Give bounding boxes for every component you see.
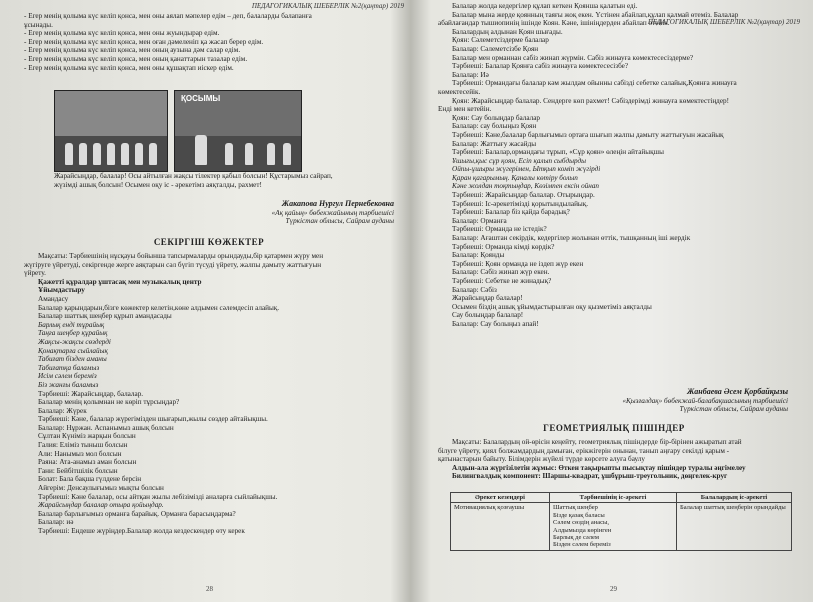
text-line: Балалар: Жүрек bbox=[38, 406, 87, 415]
right-page-header: ПЕДАГОГИКАЛЫҚ ШЕБЕРЛІК №2(қаңтар) 2019 bbox=[647, 18, 800, 26]
text-line: Тәрбиеші: Жарайсыңдар балалар. Отырыңдар. bbox=[452, 191, 595, 200]
text-line: Тәрбиеші: Қоян орманда не іздеп жүр екен bbox=[452, 259, 584, 268]
table-cell-teacher bbox=[550, 503, 677, 550]
text-line: Мақсаты: Балалардың ой-өрісін кеңейту, геометриялық пішіндерде бір-бірінен ажыратып атай bbox=[452, 438, 742, 446]
right-page bbox=[428, 0, 800, 602]
left-top-text bbox=[24, 12, 404, 72]
text-line: - Егер менің қолыма күс келіп қонса, мен оны жуындырар едім. bbox=[24, 29, 220, 38]
author-place: Түркістан облысы, Сайрам ауданы bbox=[285, 217, 394, 226]
text-line: Қажетті құралдар ұштасақ мен музыкалық центр bbox=[38, 277, 202, 286]
text-line: Жарайсыңдар балалар отыра қойыңдар. bbox=[38, 501, 164, 510]
text-line: Тәрбиеші: Ормандағы балалар кәм жылдам ойынны сабізді себетке салайық,Қоянға жинауға bbox=[452, 79, 737, 88]
text-line: Али: Нанымыз мол болсын bbox=[38, 449, 122, 458]
text-line: Балалар: сау болыңыз Қоян bbox=[452, 122, 537, 131]
text-line: Кәне жолдан тоқтыңдар, Көзімпен ексін ойнап bbox=[452, 182, 600, 191]
author-role: «Ақ қайың» бөбекжайының тәрбиешісі bbox=[271, 208, 394, 217]
text-line: Тәрбиеші: Балалар біз қайда барадық? bbox=[452, 208, 570, 217]
text-line: Ойпы-ұшыры жүгерімен, Ытқып коміп жүгірді bbox=[452, 165, 601, 174]
table-header-stage: Әрекет кезеңдері bbox=[451, 493, 550, 503]
text-line: абайлағандар тышиопинің ішінде Коян. Кәне, ішініңдерден абайлап өтейік. bbox=[438, 19, 670, 28]
section-title-left: СЕКІРГІШ КӨЖЕКТЕР bbox=[153, 237, 265, 247]
text-line: Табиғатқа баламыз bbox=[38, 363, 100, 372]
text-line: Енді мен кетейін. bbox=[438, 105, 492, 114]
text-line: Балалар барлығымыз орманға барайық. Орманға барасыңдарма? bbox=[38, 509, 236, 518]
text-line: Тәрбиеші: Жарайсыңдар, балалар. bbox=[38, 389, 144, 398]
text-line: Тәрбиеші: Кәне,балалар барлығымыз ортаға шығып жалпы дамыту жаттығуын жасайық bbox=[452, 130, 724, 139]
text-line: Барлық енді тұрайық bbox=[38, 320, 105, 329]
table-header-children: Балалардың іс-әрекеті bbox=[677, 493, 792, 503]
text-line: Балалар: Сәбіз жинап жүр екен. bbox=[452, 268, 550, 277]
text-line: Осымен біздің ашық ұйымдастырылған оқу қызметіміз аяқталды bbox=[452, 302, 652, 311]
right-body-text bbox=[438, 2, 800, 329]
text-line: Таңға шеңбер құрайық bbox=[38, 329, 108, 338]
author-name: Жакапова Нургул Пернебековна bbox=[281, 199, 394, 208]
text-line: ұсынады. bbox=[24, 20, 53, 29]
text-line: Гани: Бейбітшілік болсын bbox=[38, 466, 118, 475]
text-line: Билингвалдық компонент: Шаршы-квадрат, ұшбұрыш-треугольник, дөңгелек-круг bbox=[452, 472, 728, 481]
text-line: Балалар: Иә bbox=[452, 70, 489, 79]
table-header-teacher: Тәрбиешінің іс-әрекеті bbox=[550, 493, 677, 503]
text-line: Тәрбиеші: Ендеше жүріңдер.Балалар жолда кездескендер өту керек bbox=[38, 527, 245, 535]
teacher-line: Алдымызда көрінген bbox=[553, 526, 612, 534]
text-line: Балалар: иә bbox=[38, 518, 74, 527]
text-line: Қоян: Сау болыңдар балалар bbox=[452, 113, 540, 122]
right-body2-text bbox=[438, 438, 800, 481]
photo-children-row bbox=[54, 90, 168, 172]
text-line: Балалар: Жаттығу жасайды bbox=[452, 139, 537, 148]
text-line: Балалардың алдынан Қоян шығады. bbox=[452, 27, 563, 36]
text-line: Қонақтарға сыйлайық bbox=[38, 346, 108, 355]
text-line: Болат: Бала бақша гүлдене берсін bbox=[38, 475, 142, 484]
photo-teacher-with-children bbox=[174, 90, 302, 172]
text-line: Тәрбиеші: Кәне, балалар жүрегімізден шығарып,жылы сөздер айтайықшы. bbox=[38, 415, 268, 424]
text-line: Галия: Еліміз тыныш болсын bbox=[38, 441, 128, 450]
table-row bbox=[451, 503, 792, 550]
text-line: жүгіруге үйретуді, секіргенде жерге аяқтарын сәл бүгіп түсуді үйрету, жалпы дамыту жаттығуын bbox=[24, 260, 322, 269]
text-line: көмектесейік. bbox=[438, 87, 481, 96]
author-signature-2 bbox=[568, 388, 788, 414]
text-line: Тәрбиеші: Орманда не істедік? bbox=[452, 225, 547, 234]
text-line: білуге үйрету, қиял болжамдардың дамыған, ерікжігерін онынан, танып аңғару секілді қарым - bbox=[438, 446, 730, 455]
text-line: - Егер менің қолыма күс келіп қонса, мен оған дәмеленіп қа жасап берер едім. bbox=[24, 37, 264, 46]
text-line: Балалар қарындарын,бізге көжектер келетін,көне алдымен сәлемдесіп алайық. bbox=[38, 303, 280, 312]
text-line: Ұшығы,қыс сұр қоян, Есіп қалып сыбдырды bbox=[452, 156, 587, 165]
text-line: Мақсаты: Тәрбиешінің нұсқауы бойынша тапсырмаларды орындауды,бір қатармен жүру мен bbox=[38, 252, 324, 260]
text-line: - Егер менің қолыма күс келіп қонса, мен оны құшақтап иіскер едім. bbox=[24, 63, 234, 72]
text-line: Тәрбиеші: Іс-әрекетімізді қорытындылайық. bbox=[452, 199, 589, 208]
text-line: Сұлтан Күніміз жарқын болсын bbox=[38, 432, 136, 441]
text-line: Балалар мына жерде қоянның таяғы жоқ екен. Үстінен абайлап,құлап қалмай өтеміз. Балалар bbox=[452, 10, 739, 19]
text-line: Біз жанғы баламыз bbox=[38, 380, 99, 389]
photo-banner-text: ҚОСЫМЫ bbox=[181, 94, 221, 103]
table-cell-children: Балалар шаттық шеңберін орындайды bbox=[677, 503, 792, 550]
section-title-right: ГЕОМЕТРИЯЛЫҚ ПІШІНДЕР bbox=[543, 423, 685, 433]
teacher-line: Шаттық шеңбер bbox=[553, 504, 598, 512]
text-line: Қоян: Жарайсыңдар балалар. Сендерге көп рахмет! Сәбіздерімді жинауға көмектестіңдер! bbox=[452, 96, 730, 105]
text-line: Тәрбиеші: Орманда кімді көрдік? bbox=[452, 242, 555, 251]
text-line: Тәрбиеші: Балалар Қоянға сабіз жинауға көмектесесізбе? bbox=[452, 62, 629, 71]
text-line: Балалар менің қолымнан не көріп тұрсыңдар? bbox=[38, 398, 180, 407]
left-page-header: ПЕДАГОГИКАЛЫҚ ШЕБЕРЛІК №2(қаңтар) 2019 bbox=[251, 2, 404, 10]
text-line: Айгерім: Денсаулығымыз мықты болсын bbox=[38, 484, 164, 493]
text-line: Жарайсыңдар балалар! bbox=[452, 294, 523, 303]
photo-caption bbox=[54, 172, 334, 189]
teacher-line: Бізде қазақ баласы bbox=[553, 511, 605, 519]
text-line: Балалар мен орманнан сабіз жинап жүрмін. Сабіз жинауға көмектесесіздерме? bbox=[452, 53, 694, 62]
left-body-text bbox=[24, 252, 404, 536]
left-page bbox=[14, 0, 404, 602]
text-line: Балалар: Қоянды bbox=[452, 251, 505, 260]
text-line: Балалар: Нұржан. Аспанымыз ашық болсын bbox=[38, 423, 174, 432]
text-line: Раяна: Ата-анамыз аман болсын bbox=[38, 458, 137, 467]
text-line: - Егер менің қолыма күс келіп қонса, мен оның қанаттарын тазалар едім. bbox=[24, 54, 248, 63]
teacher-line: Сәлем сөздің анасы, bbox=[553, 519, 610, 527]
teacher-line: Бізден сәлем береміз bbox=[553, 541, 611, 549]
text-line: Қоян: Сәлеметсіздерме балалар bbox=[452, 36, 549, 45]
text-line: Балалар жолда кедергілер құлап кеткен Қоянша қалатын еді. bbox=[452, 2, 638, 10]
text-line: Ұйымдастыру bbox=[38, 286, 85, 295]
text-line: Тәрбиеші: Кәне балалар, осы айтқан жылы лебізімізді аналарға сыйлайықшы. bbox=[38, 492, 278, 501]
text-line: Жақсы-жақсы сөздерді bbox=[38, 337, 111, 346]
text-line: - Егер менің қолыма күс келіп қонса, мен оның аузына дәм салар едім. bbox=[24, 46, 241, 55]
activity-table bbox=[450, 492, 792, 551]
teacher-line: Барлық де сәлем bbox=[553, 534, 600, 542]
text-line: Исім сәлем береміз bbox=[38, 372, 97, 381]
author-signature-1 bbox=[174, 200, 394, 226]
text-line: жүзімді ашық болсын! Осымен оқу іс - әрекетімз аяқталды, рахмет! bbox=[54, 180, 262, 189]
text-line: Балалар шаттық шеңбер құрып амандасады bbox=[38, 312, 172, 321]
text-line: Тәрбиеші: Балалар,ормандағы тұрып, «Сұр қоян» өлеңін айтайықшы bbox=[452, 148, 664, 157]
text-line: Амандасу bbox=[38, 294, 69, 303]
text-line: Балалар: Сәлеметсізбе Қоян bbox=[452, 44, 539, 53]
author-name: Жанбаева Әсем Қорбайқызы bbox=[686, 387, 788, 396]
table-cell-stage: Мотивациялық қозғаушы bbox=[451, 503, 550, 550]
text-line: Тәрбиеші: Себетке не жинадық? bbox=[452, 277, 552, 285]
text-line: Балалар: Сау болыңыз апай! bbox=[452, 319, 539, 328]
text-line: Сау болыңдар балалар! bbox=[452, 311, 524, 320]
text-line: Алдын-ала жүргізілетін жұмыс: Өткен тақырыпты пысықтау пішіндер туралы әңгімелеу bbox=[452, 463, 746, 472]
text-line: Жарайсыңдар, балалар! Осы айтылған жақсы тілектер қабыл болсын! Құстарымыз сайрап, bbox=[54, 172, 333, 180]
page-number-right: 29 bbox=[610, 585, 617, 593]
text-line: Балалар: Орманға bbox=[452, 216, 507, 225]
text-line: Балалар: Сәбіз bbox=[452, 285, 497, 294]
page-number-left: 28 bbox=[206, 585, 213, 593]
text-line: Қаран қагарымың. Қаналы көтіру болып bbox=[452, 173, 578, 182]
text-line: қатынастарын байыту. Білімдерін жүйелі түрде көрсете алуға баулу bbox=[438, 455, 645, 464]
author-role: «Қызғалдақ» бөбекжай-балабақшасының тәрбиешісі bbox=[622, 396, 788, 405]
text-line: - Егер менің қолыма күс келіп қонса, мен оны аялап мәпелер едім – деп, балаларды балапанға bbox=[24, 12, 312, 20]
text-line: Табиғат бізден аманы bbox=[38, 355, 107, 364]
text-line: үйрету. bbox=[24, 269, 46, 278]
author-place: Түркістан облысы, Сайрам ауданы bbox=[679, 405, 788, 414]
text-line: Балалар: Ағаштан секірдік, кедергілер жолынан өттік, тышқанның іші жердік bbox=[452, 234, 691, 243]
